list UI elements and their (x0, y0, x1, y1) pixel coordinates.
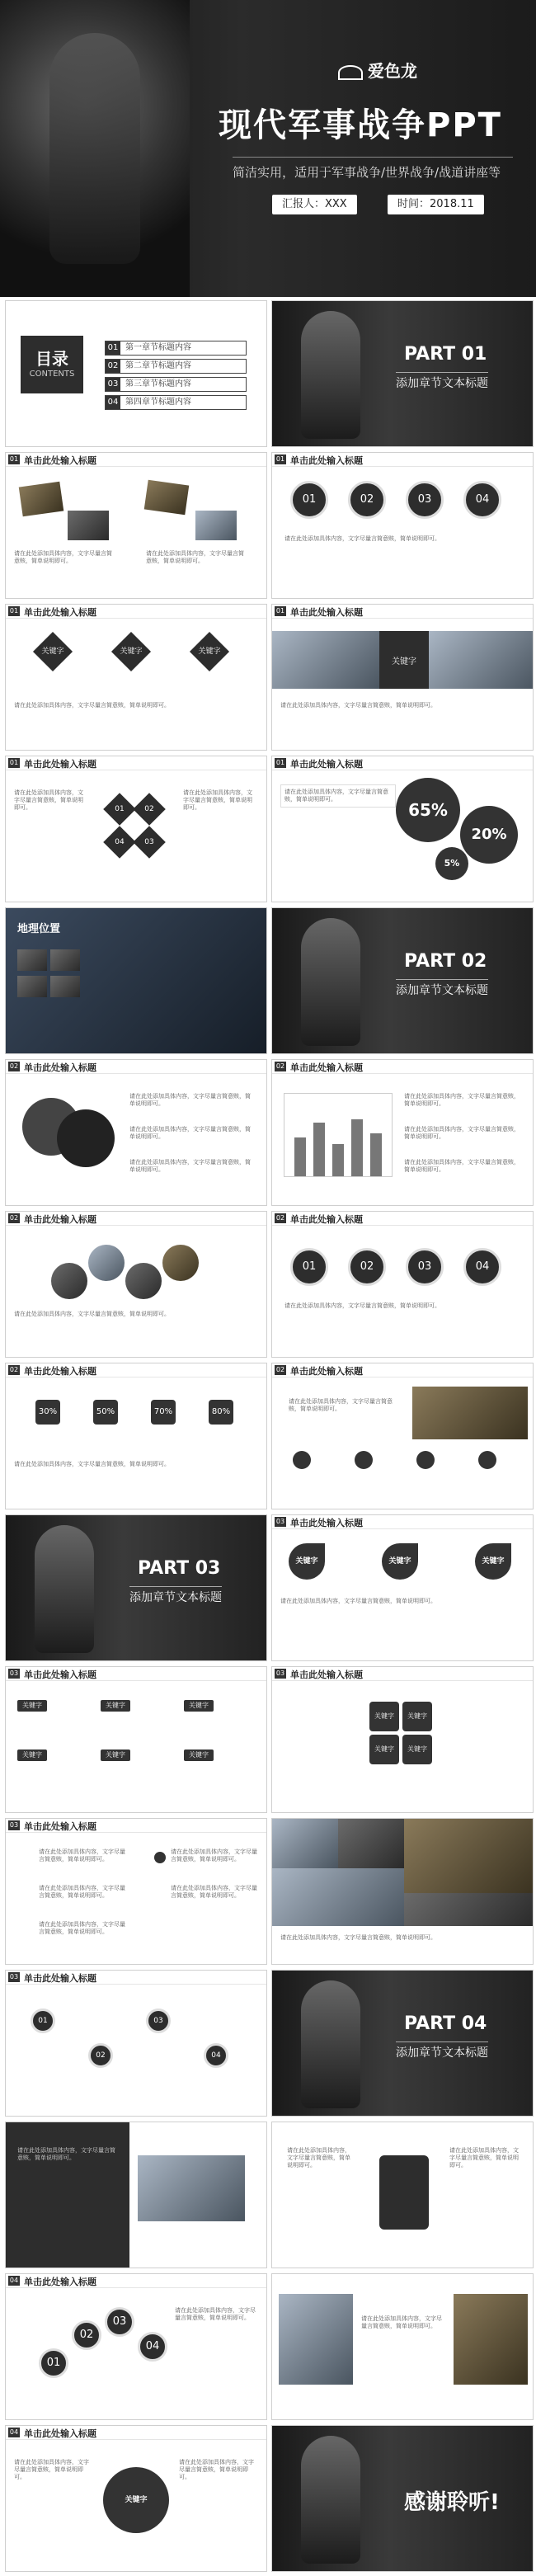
diamond-label: 01 (115, 805, 125, 813)
body-text: 请在此处添加具体内容，文字尽量言简意赅，简单说明即可。 (146, 550, 244, 564)
slide-num: 02 (9, 1062, 19, 1070)
row-9 (0, 1514, 536, 1665)
body-text: 请在此处添加具体内容，文字尽量言简意赅，简单说明即可。 (129, 1126, 251, 1140)
bar-chart (284, 1093, 393, 1177)
slide-part-04[interactable] (271, 1970, 534, 2117)
slide-location[interactable] (5, 907, 267, 1054)
row-2 (0, 452, 536, 603)
slide-num: 02 (9, 1214, 19, 1222)
row-13 (0, 2122, 536, 2272)
slide-title: 单击此处输入标题 (24, 1366, 96, 1377)
body-text: 请在此处添加具体内容，文字尽量言简意赅，简单说明即可。 (14, 789, 83, 811)
soldier-image (0, 0, 190, 297)
diamond-label: 关键字 (198, 648, 221, 656)
body-text: 请在此处添加具体内容，文字尽量言简意赅，简单说明即可。 (287, 2147, 350, 2169)
slide-star[interactable] (5, 2425, 267, 2572)
keyword-quad: 关键字 (369, 1735, 399, 1764)
pct-box: 80% (209, 1400, 233, 1425)
pct-circle: 65% (396, 778, 460, 842)
chart-bar (294, 1137, 306, 1176)
slide-header (272, 1667, 533, 1681)
slide-num: 04 (9, 2277, 19, 2284)
star-center: 关键字 (103, 2467, 169, 2533)
diamond (103, 793, 136, 826)
slide-num: 03 (9, 1669, 19, 1677)
slide-title: 单击此处输入标题 (290, 455, 363, 466)
slide-header (6, 1667, 266, 1681)
row-10 (0, 1666, 536, 1817)
keyword-quad: 关键字 (369, 1702, 399, 1731)
toc-title: 目录 (35, 349, 68, 369)
soldier-figure (35, 1525, 94, 1653)
photo (144, 480, 190, 516)
body-text: 请在此处添加具体内容，文字尽量言简意赅，简单说明即可。 (17, 2147, 115, 2161)
keyword-tag: 关键字 (184, 1700, 214, 1712)
slide-keyword-timeline[interactable] (5, 1970, 267, 2117)
slide-title: 单击此处输入标题 (24, 1669, 96, 1680)
soldier-figure (301, 1980, 360, 2108)
chart-bar (332, 1144, 344, 1176)
chart-bar (370, 1133, 382, 1176)
slide-header (6, 1971, 266, 1985)
photo (125, 1263, 162, 1299)
part-label: PART 02 (404, 951, 487, 972)
chart-bar (313, 1123, 325, 1176)
slide-title: 单击此处输入标题 (24, 1062, 96, 1073)
slide-list-icons[interactable] (5, 1818, 267, 1965)
slide-header (6, 605, 266, 619)
slide-percentages[interactable] (5, 1363, 267, 1509)
diamond (133, 826, 166, 859)
body-text: 请在此处添加具体内容，文字尽量言简意赅，简单说明即可。 (39, 1921, 125, 1935)
body-text: 请在此处添加具体内容，文字尽量言简意赅，简单说明即可。 (179, 2459, 254, 2480)
row-12 (0, 1970, 536, 2121)
row-5 (0, 907, 536, 1058)
toc-item-3[interactable] (105, 377, 247, 392)
logo-text: 爱色龙 (368, 61, 417, 81)
body-text: 请在此处添加具体内容，文字尽量言简意赅，简单说明即可。 (39, 1848, 125, 1863)
slide-num: 03 (275, 1669, 285, 1677)
body-text: 请在此处添加具体内容，文字尽量言简意赅，简单说明即可。 (361, 2315, 442, 2329)
body-text: 请在此处添加具体内容，文字尽量言简意赅，简单说明即可。 (284, 535, 440, 542)
pct-box: 30% (35, 1400, 60, 1425)
soldier-figure (301, 2436, 360, 2564)
slide-thanks[interactable] (271, 2425, 534, 2572)
diamond-label: 关键字 (41, 648, 64, 656)
slide-title: 单击此处输入标题 (290, 607, 363, 618)
icon-circle (293, 1451, 311, 1469)
icon-circle (416, 1451, 435, 1469)
toc-title-box (21, 336, 83, 393)
diamond (133, 793, 166, 826)
slide-title: 单击此处输入标题 (24, 1214, 96, 1225)
photo (272, 1819, 338, 1868)
body-text: 请在此处添加具体内容，文字尽量言简意赅，简单说明即可。 (14, 550, 112, 564)
body-text: 请在此处添加具体内容，文字尽量言简意赅，简单说明即可。 (449, 2147, 519, 2169)
date-pill: 时间：2018.11 (388, 195, 484, 214)
arrow-shape (379, 2155, 429, 2230)
photo (454, 2294, 528, 2385)
slide-num: 03 (275, 1518, 285, 1525)
cover-title: 现代军事战争PPT (219, 106, 502, 144)
step-circle: 02 (348, 1248, 386, 1286)
slide-num: 02 (275, 1366, 285, 1373)
slide-header (6, 2426, 266, 2440)
slide-toc[interactable] (5, 300, 267, 447)
slide-title: 单击此处输入标题 (24, 1973, 96, 1984)
slide-quad-keyword[interactable] (271, 1666, 534, 1813)
photo (404, 1893, 534, 1926)
step-circle: 03 (105, 2307, 134, 2337)
body-text: 请在此处添加具体内容，文字尽量言简意赅，简单说明即可。 (14, 1461, 170, 1467)
slide-title: 单击此处输入标题 (290, 1366, 363, 1377)
slide-num: 01 (275, 759, 285, 766)
slide-header (272, 453, 533, 467)
pct-circle: 20% (460, 806, 518, 864)
text-panel (6, 2122, 129, 2268)
part-label: PART 01 (404, 344, 487, 365)
slide-header (272, 756, 533, 770)
row-4 (0, 756, 536, 907)
slide-tag-grid[interactable] (5, 1666, 267, 1813)
diamond-label: 02 (144, 805, 154, 813)
slide-photo-grid[interactable] (5, 452, 267, 599)
slide-photo-mosaic[interactable] (271, 1818, 534, 1965)
photo (429, 631, 534, 689)
body-text: 请在此处添加具体内容，文字尽量言简意赅，简单说明即可。 (14, 2459, 89, 2480)
slide-title: 单击此处输入标题 (290, 1669, 363, 1680)
row-8 (0, 1363, 536, 1514)
body-text: 请在此处添加具体内容，文字尽量言简意赅，简单说明即可。 (280, 1934, 436, 1941)
slide-header (6, 1819, 266, 1833)
cover-subtitle: 简洁实用，适用于军事战争/世界战争/战道讲座等 (233, 165, 501, 180)
step-circle: 02 (72, 2320, 101, 2350)
keyword-drop: 关键字 (289, 1543, 325, 1580)
step-circle: 02 (348, 481, 386, 519)
divider (233, 157, 513, 158)
body-text: 请在此处添加具体内容，文字尽量言简意赅，简单说明即可。 (171, 1848, 257, 1863)
diamond (111, 632, 151, 671)
toc-item-label: 第二章节标题内容 (125, 361, 191, 370)
step-circle: 03 (146, 2009, 171, 2033)
body-text: 请在此处添加具体内容，文字尽量言简意赅，简单说明即可。 (39, 1885, 125, 1899)
slide-ship-photo[interactable] (5, 2122, 267, 2268)
body-text: 请在此处添加具体内容，文字尽量言简意赅，简单说明即可。 (14, 702, 170, 709)
brand-logo (338, 58, 417, 82)
slide-hexagons[interactable] (5, 1211, 267, 1358)
row-14 (0, 2273, 536, 2424)
venn-circle (57, 1109, 115, 1167)
keyword-tag: 关键字 (17, 1750, 47, 1761)
slide-header (6, 1060, 266, 1074)
keyword-tag: 关键字 (101, 1700, 130, 1712)
row-7 (0, 1211, 536, 1362)
part-subtitle: 添加章节文本标题 (129, 1586, 222, 1605)
slide-title: 单击此处输入标题 (24, 455, 96, 466)
slide-part-01[interactable] (271, 300, 534, 447)
step-circle: 02 (88, 2043, 113, 2068)
step-circle: 04 (204, 2043, 228, 2068)
photo (50, 976, 80, 997)
slide-part-03[interactable] (5, 1514, 267, 1661)
body-text: 请在此处添加具体内容，文字尽量言简意赅，简单说明即可。 (284, 1302, 440, 1309)
pct-circle: 5% (435, 847, 468, 880)
step-circle: 01 (31, 2009, 55, 2033)
body-text: 请在此处添加具体内容，文字尽量言简意赅，简单说明即可。 (175, 2307, 256, 2321)
row-15 (0, 2425, 536, 2576)
slide-title: 单击此处输入标题 (290, 759, 363, 770)
toc-num: 03 (106, 378, 120, 391)
slide-puzzle[interactable] (5, 2273, 267, 2420)
toc-item-label: 第四章节标题内容 (125, 398, 191, 407)
slide-header (272, 1515, 533, 1529)
photo (88, 1245, 125, 1281)
body-text: 请在此处添加具体内容，文字尽量言简意赅，简单说明即可。 (289, 1398, 393, 1412)
slide-part-02[interactable] (271, 907, 534, 1054)
chart-bar (351, 1119, 363, 1176)
slide-num: 01 (9, 607, 19, 615)
part-label: PART 03 (138, 1558, 221, 1579)
step-circle: 04 (138, 2332, 167, 2362)
part-subtitle: 添加章节文本标题 (396, 372, 488, 391)
slide-header (272, 605, 533, 619)
slide-num: 02 (275, 1062, 285, 1070)
slide-title: 单击此处输入标题 (24, 759, 96, 770)
reporter-pill: 汇报人：XXX (272, 195, 357, 214)
pct-box: 70% (151, 1400, 176, 1425)
step-circle: 04 (463, 481, 501, 519)
diamond (103, 826, 136, 859)
step-circle: 03 (406, 481, 444, 519)
keyword-tag: 关键字 (17, 1700, 47, 1712)
pct-box: 50% (93, 1400, 118, 1425)
soldier-figure (301, 918, 360, 1046)
diamond-label: 03 (144, 838, 154, 846)
photo (17, 976, 47, 997)
slide-num: 01 (275, 455, 285, 463)
slide-header (6, 453, 266, 467)
photo (17, 949, 47, 971)
body-text: 请在此处添加具体内容，文字尽量言简意赅，简单说明即可。 (183, 789, 252, 811)
slide-num: 01 (275, 607, 285, 615)
photo (162, 1245, 199, 1281)
row-3 (0, 604, 536, 755)
slide-diamonds[interactable] (5, 604, 267, 751)
share-icon (154, 1852, 166, 1863)
logo-icon (338, 65, 363, 80)
toc-item-label: 第一章节标题内容 (125, 343, 191, 352)
photo (51, 1263, 87, 1299)
toc-item-4[interactable] (105, 395, 247, 410)
slide-title: 地理位置 (17, 923, 61, 935)
slide-pct-circles[interactable] (271, 756, 534, 902)
slide-quad-diamond[interactable] (5, 756, 267, 902)
body-text: 请在此处添加具体内容，文字尽量言简意赅，简单说明即可。 (280, 784, 396, 808)
step-circle: 03 (406, 1248, 444, 1286)
body-text: 请在此处添加具体内容，文字尽量言简意赅，简单说明即可。 (280, 1598, 436, 1604)
keyword-quad: 关键字 (402, 1702, 432, 1731)
slide-header (6, 1363, 266, 1377)
slide-title: 单击此处输入标题 (24, 1821, 96, 1832)
toc-num: 04 (106, 396, 120, 409)
diamond (190, 632, 229, 671)
photo (138, 2155, 245, 2221)
diamond-label: 关键字 (120, 648, 143, 656)
photo (195, 511, 237, 540)
slide-four-circles[interactable] (271, 452, 534, 599)
keyword-label: 关键字 (392, 657, 416, 666)
body-text: 请在此处添加具体内容，文字尽量言简意赅，简单说明即可。 (129, 1159, 251, 1173)
slide-header (272, 1060, 533, 1074)
photo (50, 949, 80, 971)
slide-num: 02 (9, 1366, 19, 1373)
keyword-block (379, 631, 429, 689)
row-11 (0, 1818, 536, 1969)
photo (404, 1819, 534, 1893)
part-label: PART 04 (404, 2013, 487, 2034)
slide-header (6, 756, 266, 770)
slide-keyword-drops[interactable] (271, 1514, 534, 1661)
body-text: 请在此处添加具体内容，文字尽量言简意赅，简单说明即可。 (404, 1093, 520, 1107)
body-text: 请在此处添加具体内容，文字尽量言简意赅，简单说明即可。 (171, 1885, 257, 1899)
step-circle: 01 (290, 481, 328, 519)
keyword-quad: 关键字 (402, 1735, 432, 1764)
cover-slide (0, 0, 536, 297)
body-text: 请在此处添加具体内容，文字尽量言简意赅，简单说明即可。 (14, 1311, 170, 1317)
toc-item-2[interactable] (105, 359, 247, 374)
photo (68, 511, 109, 540)
slide-num: 01 (9, 759, 19, 766)
part-subtitle: 添加章节文本标题 (396, 2041, 488, 2060)
step-circle: 01 (290, 1248, 328, 1286)
slide-title: 单击此处输入标题 (24, 2428, 96, 2439)
toc-num: 01 (106, 341, 120, 355)
slide-header (6, 1212, 266, 1226)
toc-item-label: 第三章节标题内容 (125, 379, 191, 389)
photo (279, 2294, 353, 2385)
body-text: 请在此处添加具体内容，文字尽量言简意赅，简单说明即可。 (404, 1159, 520, 1173)
slide-four-steps[interactable] (271, 1211, 534, 1358)
icon-circle (478, 1451, 496, 1469)
slide-title: 单击此处输入标题 (24, 2277, 96, 2287)
photo (272, 1868, 404, 1926)
slide-num: 03 (9, 1821, 19, 1829)
photo (338, 1819, 404, 1868)
slide-num: 04 (9, 2428, 19, 2436)
photo (19, 482, 64, 517)
slide-title: 单击此处输入标题 (24, 607, 96, 618)
step-circle: 01 (39, 2348, 68, 2378)
slide-num: 02 (275, 1214, 285, 1222)
slide-header (272, 1363, 533, 1377)
slide-title: 单击此处输入标题 (290, 1214, 363, 1225)
step-circle: 04 (463, 1248, 501, 1286)
diamond (33, 632, 73, 671)
slide-photo-icons[interactable] (271, 1363, 534, 1509)
row-1 (0, 300, 536, 451)
photo (272, 631, 379, 689)
keyword-tag: 关键字 (101, 1750, 130, 1761)
part-subtitle: 添加章节文本标题 (396, 979, 488, 998)
slide-num: 01 (9, 455, 19, 463)
soldier-figure (301, 311, 360, 439)
slide-header (6, 2274, 266, 2288)
toc-num: 02 (106, 360, 120, 373)
row-6 (0, 1059, 536, 1210)
diamond-label: 04 (115, 838, 125, 846)
toc-item-1[interactable] (105, 341, 247, 356)
slide-photo-pair[interactable] (271, 2273, 534, 2420)
slide-num: 03 (9, 1973, 19, 1980)
body-text: 请在此处添加具体内容，文字尽量言简意赅，简单说明即可。 (404, 1126, 520, 1140)
slide-bar-chart[interactable] (271, 1059, 534, 1206)
thanks-title: 感谢聆听! (404, 2490, 500, 2515)
slide-title: 单击此处输入标题 (290, 1518, 363, 1528)
keyword-drop: 关键字 (382, 1543, 418, 1580)
photo (412, 1387, 528, 1439)
slide-header (272, 1212, 533, 1226)
keyword-drop: 关键字 (475, 1543, 511, 1580)
toc-title-en: CONTENTS (29, 370, 75, 379)
body-text: 请在此处添加具体内容，文字尽量言简意赅，简单说明即可。 (129, 1093, 251, 1107)
icon-circle (355, 1451, 373, 1469)
slide-title: 单击此处输入标题 (290, 1062, 363, 1073)
slide-arrows[interactable] (271, 2122, 534, 2268)
body-text: 请在此处添加具体内容，文字尽量言简意赅，简单说明即可。 (280, 702, 436, 709)
keyword-tag: 关键字 (184, 1750, 214, 1761)
slide-venn[interactable] (5, 1059, 267, 1206)
slide-photos-keyword[interactable] (271, 604, 534, 751)
